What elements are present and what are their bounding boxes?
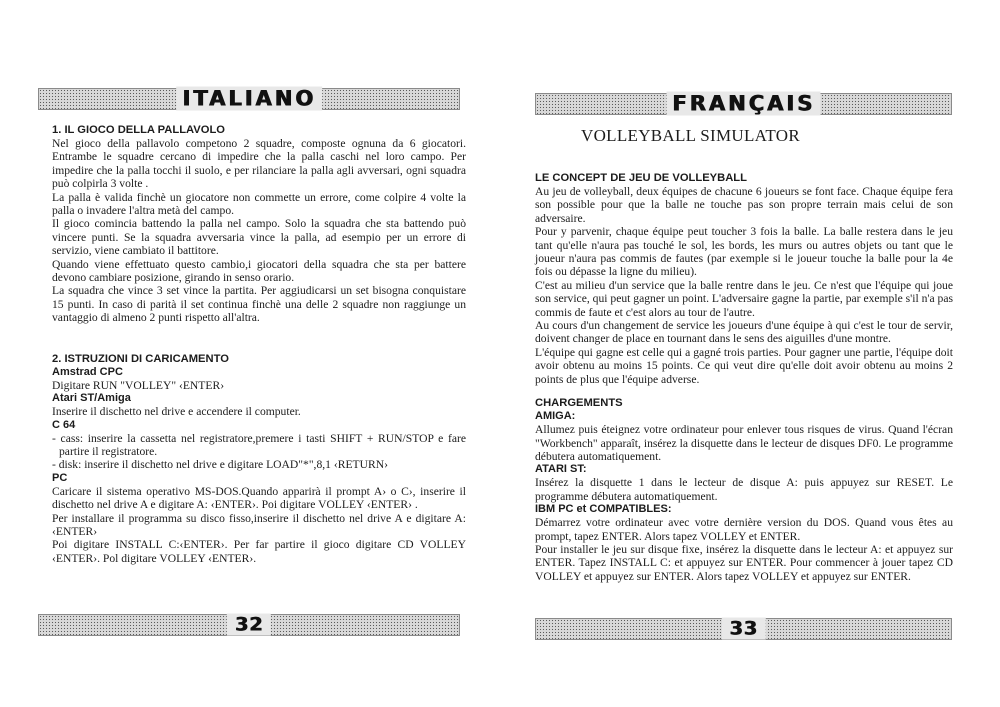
paragraph: Caricare il sistema operativo MS-DOS.Quando apparirà il prompt A› o C›, inserire il dischetto nel drive A e digitare A: ‹ENTER›. Poi digitare VOLLEY ‹ENTER› . [52,484,466,512]
left-page [38,0,468,707]
paragraph: Digitare RUN "VOLLEY" ‹ENTER› [52,378,225,392]
page-number: 32 [227,614,271,636]
page-number-banner [38,614,460,636]
language-banner-italiano [38,88,460,110]
paragraph: Au jeu de volleyball, deux équipes de chacune 6 joueurs se font face. Chaque équipe fera son possible pour que la balle ne touche pas son propre terrain mais celui de son adversaire. [535,185,953,225]
paragraph: Pour installer le jeu sur disque fixe, insérez la disquette dans le lecteur A: et appuyez sur ENTER. Tapez INSTALL C: et appuyez sur ENTER. Pour commencer à jouer tapez CD VOLLEY et appuyez sur ENTER. Alors tapez VOLLEY et appuyez sur ENTER. [535,542,953,583]
platform-title-pc: PC [52,471,68,484]
paragraph: La palla è valida finchè un giocatore non commette un errore, come colpire 4 volte la palla o invadere l'altra metà del campo. [52,190,466,218]
paragraph: Insérez la disquette 1 dans le lecteur de disque A: puis appuyez sur RESET. Le programme débutera automatiquement. [535,476,953,503]
page-number-banner [535,618,952,640]
italian-text-block [52,123,466,565]
paragraph: C'est au milieu d'un service que la balle rentre dans le jeu. Ce n'est que l'équipe qui joue son service, qui peut gagner un point. L'adversaire gagne la partie, par exemple s'il n'a pas commis de faute et c'est alors au tour de l'autre. [535,278,953,319]
banner-title: FRANÇAIS [666,92,821,116]
platform-title-amstrad: Amstrad CPC [52,365,123,378]
platform-title-c64: C 64 [52,418,76,431]
paragraph: Au cours d'un changement de service les joueurs d'une équipe à qui c'est le tour de servir, doivent changer de place en tournant dans le sens des aiguilles d'une montre. [535,319,953,346]
language-banner-francais [535,93,952,115]
paragraph: Per installare il programma su disco fisso,inserire il dischetto nel drive A e digitare A: ‹ENTER› [52,511,466,538]
platform-title-ibm: IBM PC et COMPATIBLES: [535,503,672,516]
banner-title: ITALIANO [176,87,322,111]
platform-title-amiga: AMIGA: [535,410,576,423]
french-text-block [535,171,953,583]
game-title: VOLLEYBALL SIMULATOR [581,126,800,145]
paragraph: Démarrez votre ordinateur avec votre dernière version du DOS. Quand vous êtes au prompt, tapez ENTER. Alors tapez VOLLEY et ENTER. [535,516,953,543]
section-heading: 1. IL GIOCO DELLA PALLAVOLO [52,124,225,136]
paragraph: - disk: inserire il dischetto nel drive e digitare LOAD"*",8,1 ‹RETURN› [52,458,388,472]
paragraph: La squadra che vince 3 set vince la partita. Per aggiudicarsi un set bisogna conquistare 15 punti. In caso di parità il set continua finchè una delle 2 squadre non raggiunge un vantaggio di almeno 2 punti rispetto all'altra. [52,284,466,325]
paragraph: Inserire il dischetto nel drive e accendere il computer. [52,405,301,419]
platform-title-atari: ATARI ST: [535,463,587,476]
paragraph: Nel gioco della pallavolo competono 2 squadre, composte ognuna da 6 giocatori. Entrambe le squadre cercano di impedire che la palla caschi nel loro campo. Per impedire che la palla tocchi il suolo, e per rilanciare la palla agli avversari, ogni squadra può colpirla 3 volte . [52,137,466,191]
paragraph: Allumez puis éteignez votre ordinateur pour enlever tous risques de virus. Quand l'écran "Workbench" apparaît, insérez la disquette dans le lecteur de disques DF0. Le programme débutera automatiquement. [535,423,953,463]
right-page [535,0,955,707]
paragraph: Quando viene effettuato questo cambio,i giocatori della squadra che sta per battere devono cambiare posizione, girando in senso orario. [52,257,466,285]
platform-title-atari: Atari ST/Amiga [52,392,131,405]
section-heading: 2. ISTRUZIONI DI CARICAMENTO [52,352,229,365]
paragraph: Poi digitare INSTALL C:‹ENTER›. Per far partire il gioco digitare CD VOLLEY ‹ENTER›. Pol digitare VOLLEY ‹ENTER›. [52,538,466,565]
page-number: 33 [721,618,765,640]
paragraph: Pour y parvenir, chaque équipe peut toucher 3 fois la balle. La balle restera dans le jeu tant qu'elle n'aura pas touché le sol, les bords, les murs ou autres objets ou tant que le joueur n'aura pas commis de fautes (par exemple si le joueur touche la balle pour la 4e fois ou dépasse la ligne du milieu). [535,225,953,279]
paragraph: L'équipe qui gagne est celle qui a gagné trois parties. Pour gagner une partie, l'équipe doit avoir obtenu au moins 15 points. Ce qui veut dire qu'elle doit avoir obtenu au moins 2 points de plus que l'équipe adverse. [535,345,953,386]
paragraph: - cass: inserire la cassetta nel registratore,premere i tasti SHIFT + RUN/STOP e fare partire il registratore. [52,431,466,458]
section-heading: LE CONCEPT DE JEU DE VOLLEYBALL [535,172,747,184]
section-heading: CHARGEMENTS [535,397,623,410]
paragraph: Il gioco comincia battendo la palla nel campo. Solo la squadra che sta battendo può vincere punti. Se la squadra avversaria vince la palla, ad esempio per un errore di servizio, viene cambiato il battitore. [52,217,466,258]
